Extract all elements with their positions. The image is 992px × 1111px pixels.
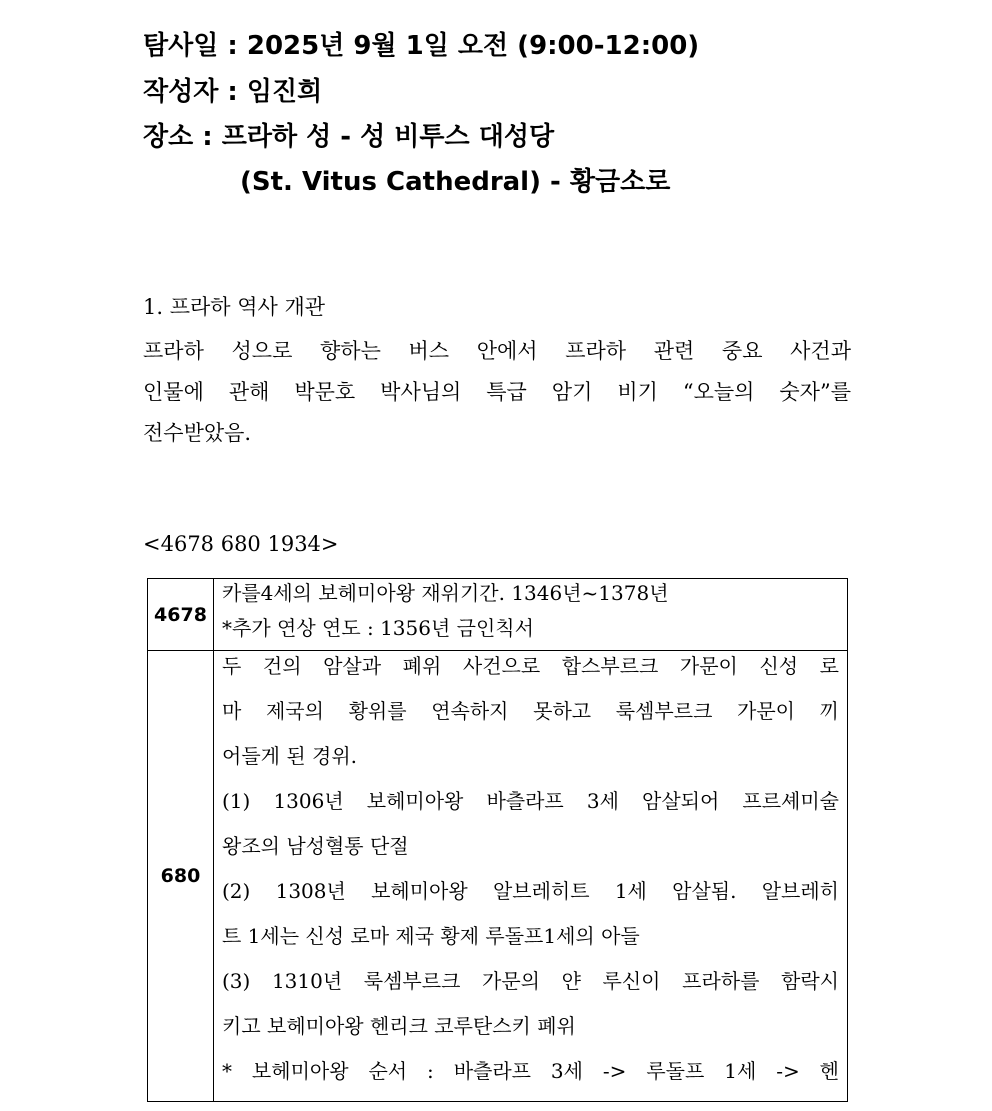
- code-cell: 680: [148, 651, 214, 1102]
- description-line: 왕조의 남성혈통 단절: [222, 834, 409, 858]
- section-title: 1. 프라하 역사 개관: [143, 295, 326, 319]
- table-row: [148, 579, 848, 651]
- paragraph-line: 인물에 관해 박문호 박사님의 특급 암기 비기 “오늘의 숫자”를: [143, 380, 851, 404]
- description-cell: [214, 579, 848, 651]
- description-line: 카를4세의 보헤미아왕 재위기간. 1346년~1378년: [222, 581, 669, 605]
- description-cell: [214, 651, 848, 1102]
- place-heading-continued: (St. Vitus Cathedral) - 황금소로: [240, 167, 671, 197]
- description-line: 키고 보헤미아왕 헨리크 코루탄스키 폐위: [222, 1014, 576, 1038]
- description-line: (2) 1308년 보헤미아왕 알브레히트 1세 암살됨. 알브레히: [222, 879, 839, 903]
- description-line: 두 건의 암살과 폐위 사건으로 합스부르크 가문이 신성 로: [222, 654, 839, 678]
- description-line: 어들게 된 경위.: [222, 744, 357, 768]
- paragraph-line: 프라하 성으로 향하는 버스 안에서 프라하 관련 중요 사건과: [143, 339, 851, 363]
- description-line: *추가 연상 연도 : 1356년 금인칙서: [222, 616, 534, 640]
- table-row: [148, 651, 848, 1102]
- paragraph-line: 전수받았음.: [143, 421, 252, 445]
- visit-date-heading: 탐사일 : 2025년 9월 1일 오전 (9:00-12:00): [143, 31, 700, 61]
- place-heading: 장소 : 프라하 성 - 성 비투스 대성당: [143, 122, 555, 152]
- description-line: 트 1세는 신성 로마 제국 황제 루돌프1세의 아들: [222, 924, 640, 948]
- intro-paragraph: [143, 331, 851, 454]
- description-line: (3) 1310년 룩셈부르크 가문의 얀 루신이 프라하를 함락시: [222, 969, 839, 993]
- author-heading: 작성자 : 임진희: [143, 77, 323, 107]
- description-line: 마 제국의 황위를 연속하지 못하고 룩셈부르크 가문이 끼: [222, 699, 839, 723]
- description-line: (1) 1306년 보헤미아왕 바츨라프 3세 암살되어 프르셰미술: [222, 789, 839, 813]
- number-codes-table: [147, 578, 848, 1102]
- description-line: * 보헤미아왕 순서 : 바츨라프 3세 -> 루돌프 1세 -> 헨: [222, 1059, 839, 1083]
- code-cell: 4678: [148, 579, 214, 651]
- table-caption: <4678 680 1934>: [143, 532, 339, 556]
